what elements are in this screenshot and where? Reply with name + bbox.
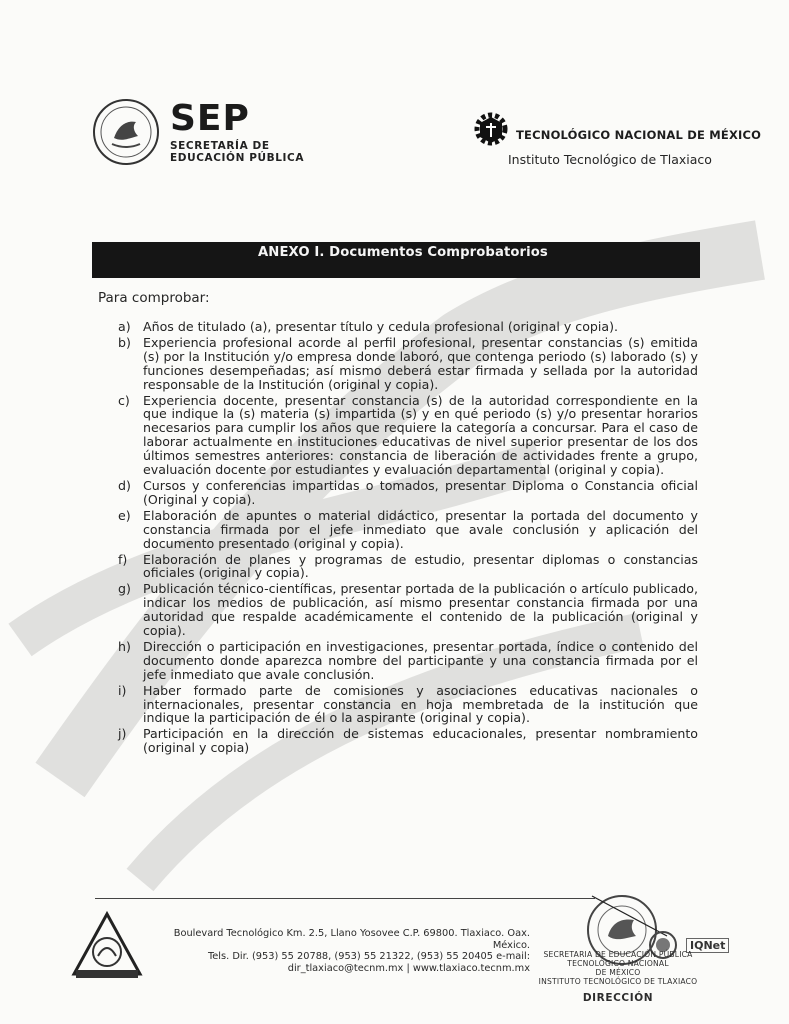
list-item [118, 553, 698, 581]
list-item [118, 509, 698, 551]
item-text: Publicación técnico-científicas, presentar portada de la publicación o artículo publicado, indicar los medios de publicación, así mismo presentar constancia firmada por una autoridad que respalde académicamente el contenido de la publicación (original y copia). [143, 581, 698, 639]
item-text: Elaboración de apuntes o material didáctico, presentar la portada del documento y constancia firmada por el jefe inmediato que avale conclusión y aplicación del documento presentado (original y copia). [143, 507, 698, 551]
list-item [118, 727, 698, 755]
item-text: Cursos y conferencias impartidas o tomados, presentar Diploma o Constancia oficial (Original y copia). [143, 477, 698, 507]
sep-logo-text: SEP [170, 98, 250, 139]
item-label: g) [118, 581, 131, 597]
item-label: a) [118, 319, 131, 334]
stamp-line: TECNOLÓGICO NACIONAL [567, 959, 669, 968]
footer-address [140, 928, 530, 974]
list-item [118, 684, 698, 726]
annex-title: ANEXO I. Documentos Comprobatorios [258, 245, 548, 260]
list-item [118, 582, 698, 638]
item-text: Años de titulado (a), presentar título y cedula profesional (original y copia). [143, 319, 619, 334]
item-text: Haber formado parte de comisiones y asociaciones educativas nacionales o internacionales, presentar constancia en hoja membretada de la institución que indique la participación de él o la aspirante (original y copia). [143, 682, 698, 726]
iqnet-logo: IQNet [686, 938, 729, 953]
item-label: e) [118, 507, 131, 523]
stamp-line: DE MÉXICO [595, 968, 641, 977]
sep-subtitle [170, 140, 304, 164]
email-web-line: dir_tlaxiaco@tecnm.mx | www.tlaxiaco.tecnm.mx [287, 962, 530, 974]
item-label: d) [118, 477, 131, 493]
item-label: c) [118, 392, 130, 408]
item-text: Elaboración de planes y programas de estudio, presentar diplomas o constancias oficiales (original y copia). [143, 551, 698, 581]
institute-name: Instituto Tecnológico de Tlaxiaco [508, 152, 712, 167]
tecnm-gear-logo-icon [472, 105, 510, 155]
list-item [118, 320, 698, 334]
stamp-line: SECRETARIA DE EDUCACIÓN PÚBLICA [543, 950, 693, 959]
list-item [118, 394, 698, 477]
stamp-text [508, 950, 728, 986]
item-label: f) [118, 551, 128, 567]
item-text: Experiencia profesional acorde al perfil profesional, presentar constancias (s) emitida (s) por la Institución y/o empresa donde laboró, que contenga periodo (s) laborado (s) y funciones desempeñadas; así mismo deberá estar firmada y sellada por la autoridad responsable de la Institución (original y copia). [143, 334, 698, 392]
item-label: j) [118, 726, 127, 742]
list-item [118, 479, 698, 507]
phone-line: Tels. Dir. (953) 55 20788, (953) 55 21322, (953) 55 20405 e-mail: [207, 951, 530, 962]
sep-subtitle-line2: EDUCACIÓN PÚBLICA [170, 152, 305, 164]
list-item [118, 336, 698, 392]
sep-subtitle-line1: SECRETARÍA DE [170, 140, 270, 152]
requirements-list [118, 320, 698, 757]
item-label: b) [118, 334, 131, 350]
institute-emblem-icon [68, 910, 146, 982]
mexico-seal-icon [92, 98, 160, 166]
tecnm-name: TECNOLÓGICO NACIONAL DE MÉXICO [516, 128, 762, 142]
list-item [118, 640, 698, 682]
intro-text: Para comprobar: [98, 290, 210, 306]
item-label: i) [118, 682, 127, 698]
address-line: Boulevard Tecnológico Km. 2.5, Llano Yosovee C.P. 69800. Tlaxiaco. Oax. México. [173, 928, 530, 951]
item-text: Dirección o participación en investigaciones, presentar portada, índice o contenido del documento donde aparezca nombre del participante y una constancia firmada por el jefe inmediato que avale conclusión. [143, 638, 698, 682]
footer-divider [95, 898, 595, 899]
item-label: h) [118, 638, 131, 654]
item-text: Participación en la dirección de sistemas educacionales, presentar nombramiento (original y copia) [143, 726, 698, 756]
item-text: Experiencia docente, presentar constancia (s) de la autoridad correspondiente en la que indique la (s) materia (s) impartida (s) y en qué periodo (s) y/o presentar horarios necesarios para cumplir los años que requiere la categoría a concursar. Para el caso de laborar actualmente en instituciones educativas de nivel superior presentar de los dos últimos semestres anteriores: constancia de liberación de actividades frente a grupo, evaluación docente por estudiantes y evaluación departamental (original y copia). [143, 392, 698, 478]
stamp-line: INSTITUTO TECNOLÓGICO DE TLAXIACO [538, 977, 698, 986]
stamp-direction-label: DIRECCIÓN [582, 992, 654, 1004]
